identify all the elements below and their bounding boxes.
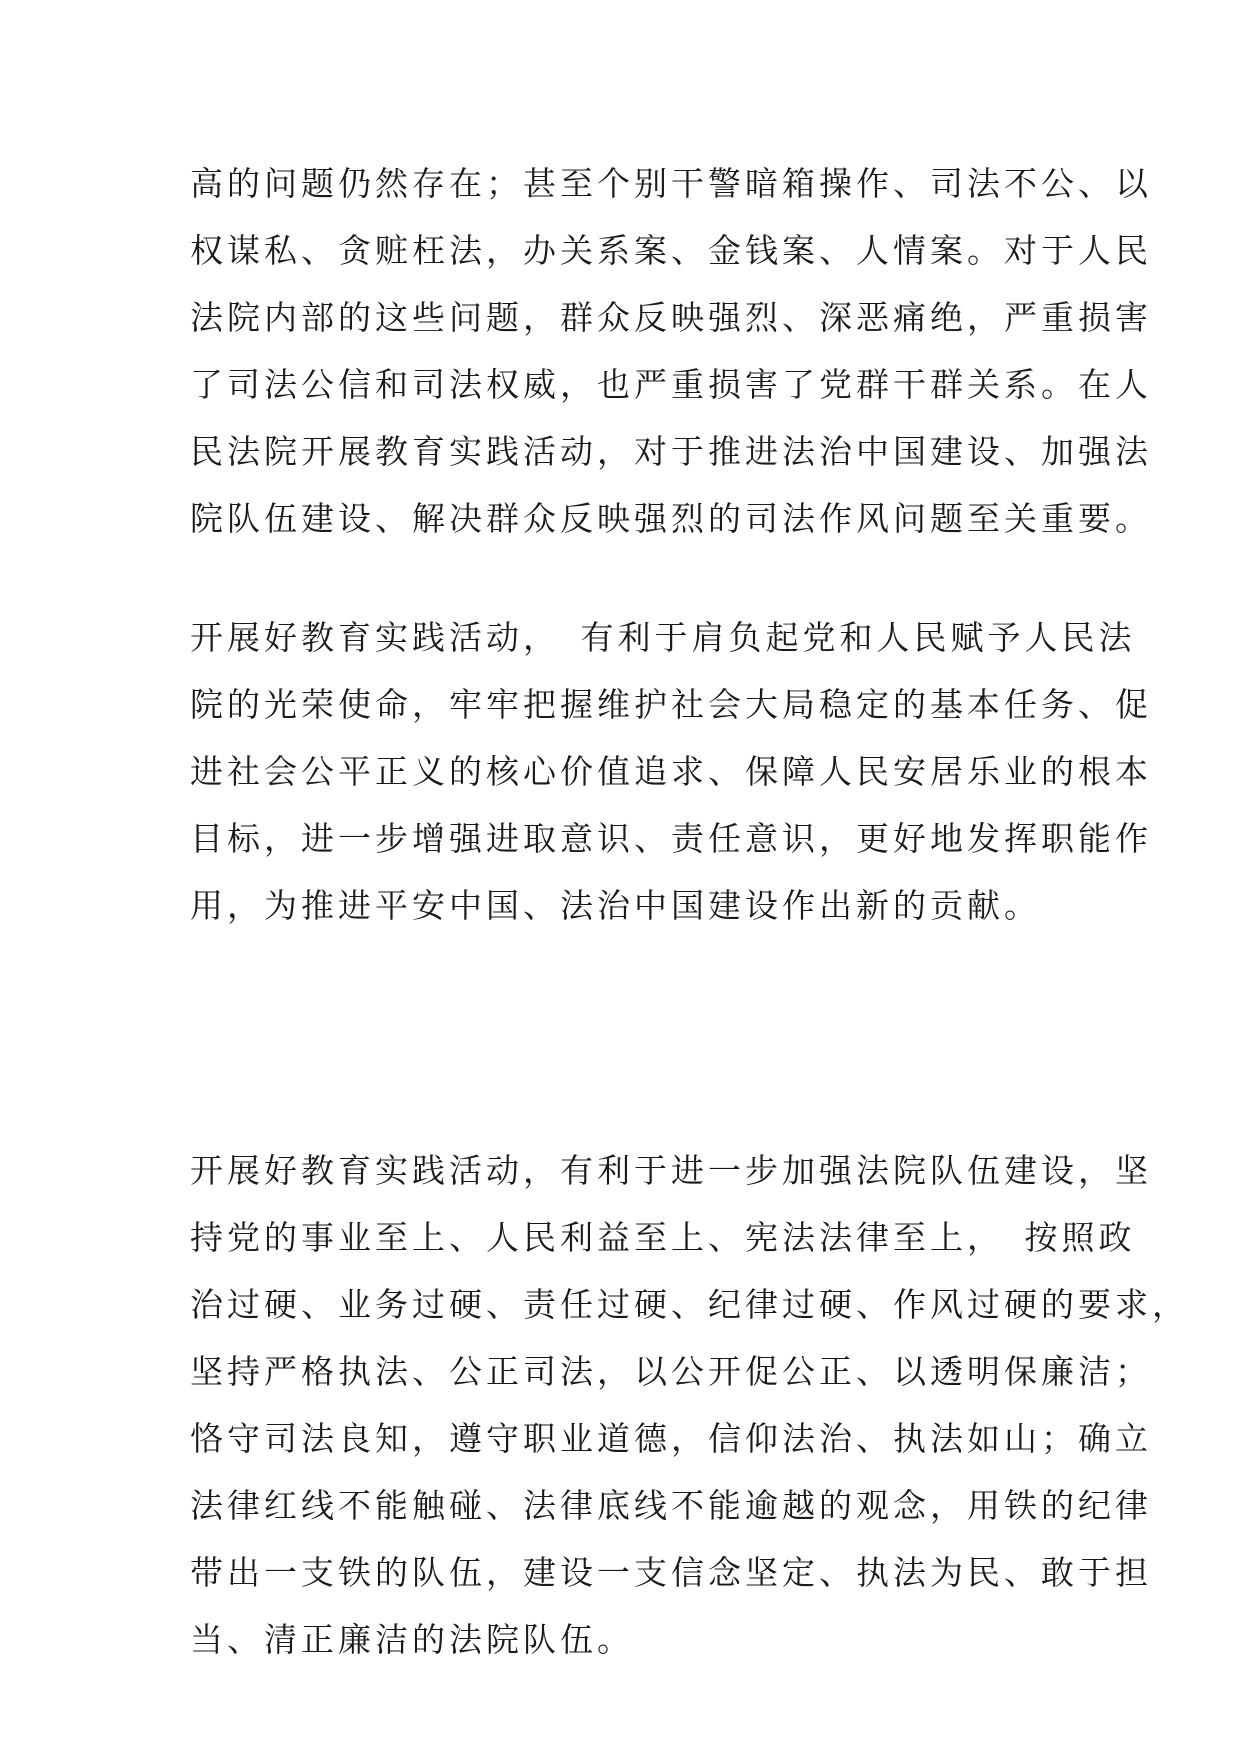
paragraph-line: 用，为推进平安中国、法治中国建设作出新的贡献。 [190,886,1041,925]
paragraph-line: 权谋私、贪赃枉法，办关系案、金钱案、人情案。对于人民 [190,231,1152,270]
paragraph-line: 进社会公平正义的核心价值追求、保障人民安居乐业的根本 [190,752,1152,791]
paragraph-2 [190,604,1152,939]
paragraph-line: 院队伍建设、解决群众反映强烈的司法作风问题至关重要。 [190,499,1152,538]
paragraph-line: 法律红线不能触碰、法律底线不能逾越的观念，用铁的纪律 [190,1486,1152,1525]
paragraph-line: 高的问题仍然存在；甚至个别干警暗箱操作、司法不公、以 [190,164,1152,203]
paragraph-line: 目标，进一步增强进取意识、责任意识，更好地发挥职能作 [190,819,1152,858]
paragraph-line: 院的光荣使命，牢牢把握维护社会大局稳定的基本任务、促 [190,685,1152,724]
paragraph-3 [190,1137,1189,1673]
paragraph-line: 了司法公信和司法权威，也严重损害了党群干群关系。在人 [190,365,1152,404]
paragraph-line: 开展好教育实践活动， 有利于肩负起党和人民赋予人民法 [190,618,1136,657]
paragraph-line: 法院内部的这些问题，群众反映强烈、深恶痛绝，严重损害 [190,298,1152,337]
paragraph-line: 坚持严格执法、公正司法，以公开促公正、以透明保廉洁； [190,1352,1152,1391]
paragraph-line: 民法院开展教育实践活动，对于推进法治中国建设、加强法 [190,432,1152,471]
paragraph-line: 治过硬、业务过硬、责任过硬、纪律过硬、作风过硬的要求， [190,1285,1189,1324]
paragraph-line: 当、清正廉洁的法院队伍。 [190,1620,634,1659]
paragraph-1 [190,150,1152,552]
paragraph-line: 持党的事业至上、人民利益至上、宪法法律至上， 按照政 [190,1218,1136,1257]
paragraph-line: 恪守司法良知，遵守职业道德，信仰法治、执法如山；确立 [190,1419,1152,1458]
paragraph-line: 带出一支铁的队伍，建设一支信念坚定、执法为民、敢于担 [190,1553,1152,1592]
paragraph-line: 开展好教育实践活动，有利于进一步加强法院队伍建设，坚 [190,1151,1152,1190]
